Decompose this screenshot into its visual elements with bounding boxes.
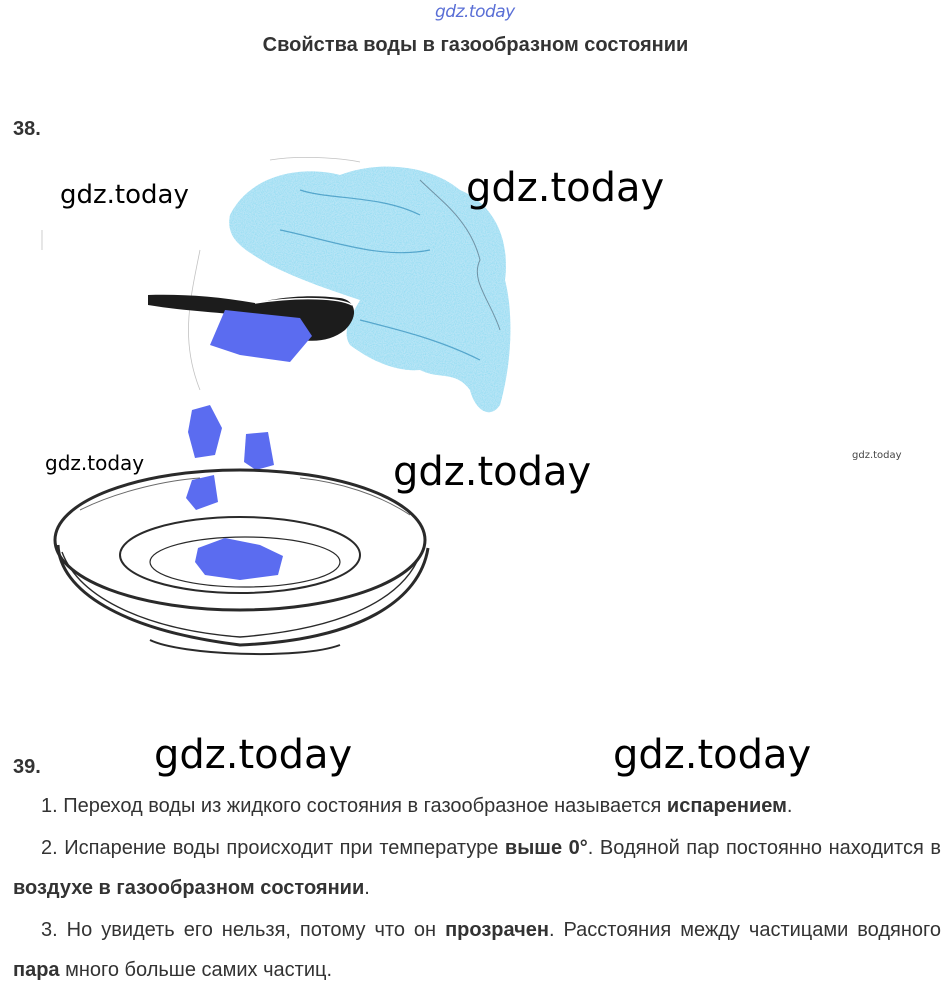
answer-paragraph-3: 3. Но увидеть его нельзя, потому что он прозрачен. Расстояния между частицами водяного пара много больше самих частиц. bbox=[13, 919, 941, 981]
drop-1 bbox=[188, 405, 222, 458]
ice-on-spoon bbox=[210, 310, 312, 362]
watermark: gdz.today bbox=[466, 165, 665, 211]
watermark: gdz.today bbox=[613, 732, 812, 778]
watermark: gdz.today bbox=[60, 180, 189, 210]
watermark: gdz.today bbox=[393, 449, 592, 495]
drop-2 bbox=[244, 432, 274, 470]
watermark: gdz.today bbox=[45, 451, 145, 475]
drop-3 bbox=[186, 475, 218, 510]
site-logo[interactable]: gdz.today bbox=[435, 2, 515, 22]
answer-paragraph-2: 2. Испарение воды происходит при температуре выше 0°. Водяной пар постоянно находится в воздухе в газообразном состоянии. bbox=[13, 837, 941, 899]
page-title: Свойства воды в газообразном состоянии bbox=[262, 34, 689, 56]
watermark: gdz.today bbox=[154, 732, 353, 778]
ice-in-plate bbox=[195, 538, 283, 580]
answer-paragraph-1: 1. Переход воды из жидкого состояния в газообразное называется испарением. bbox=[41, 795, 793, 817]
exercise-38-number: 38. bbox=[13, 118, 41, 140]
exercise-39-number: 39. bbox=[13, 756, 41, 778]
watermark: gdz.today bbox=[852, 450, 902, 461]
